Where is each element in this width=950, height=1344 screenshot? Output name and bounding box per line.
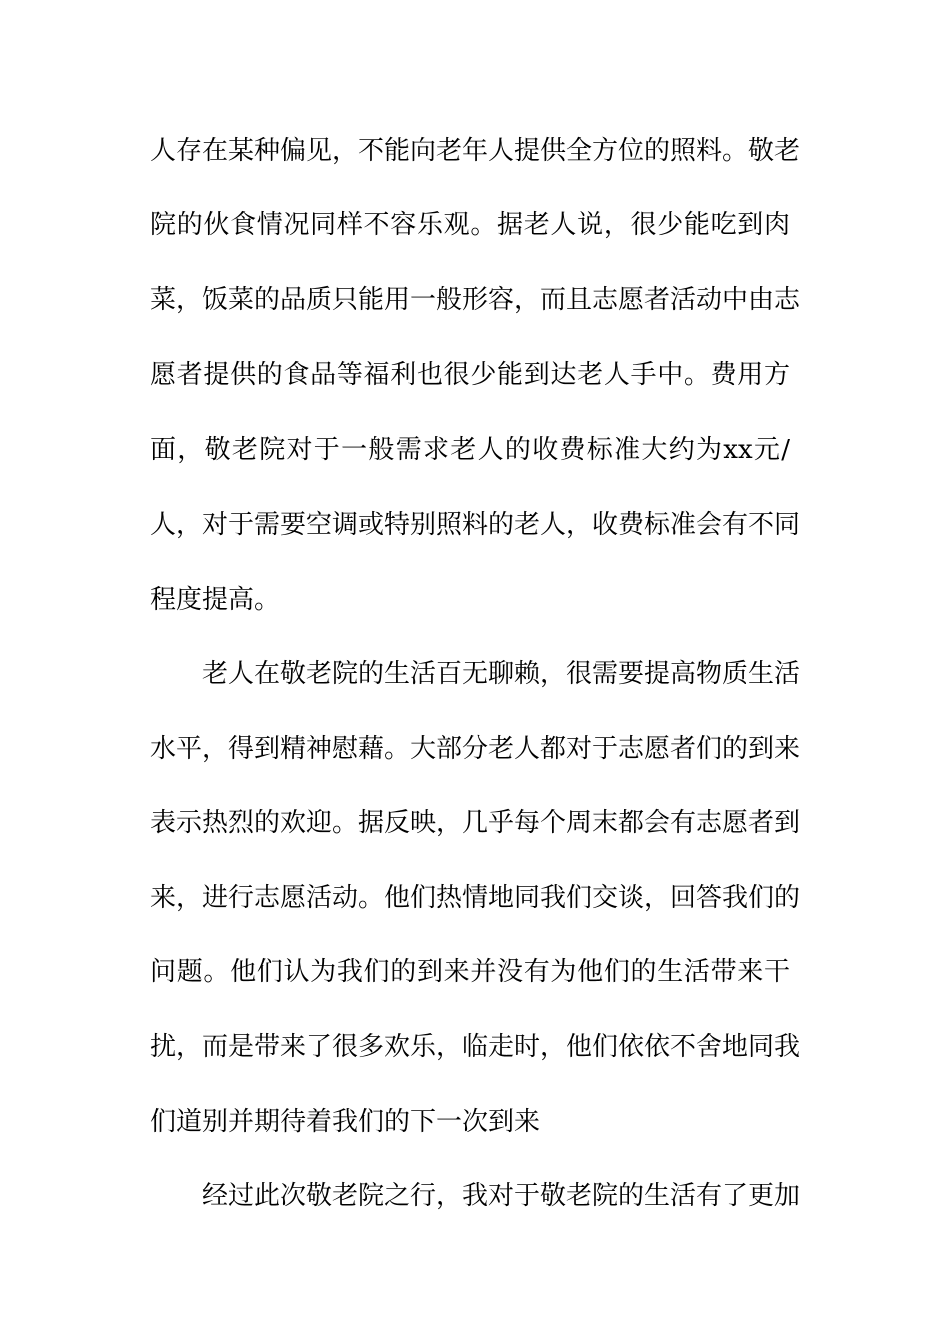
paragraph-2-line-5: 问题。他们认为我们的到来并没有为他们的生活带来干 xyxy=(150,957,790,987)
paragraph-2-line-7: 们道别并期待着我们的下一次到来 xyxy=(150,1107,541,1137)
paragraph-2-line-1: 老人在敬老院的生活百无聊赖，很需要提高物质生活 xyxy=(202,659,801,689)
paragraph-1-line-5: 面，敬老院对于一般需求老人的收费标准大约为xx元/ xyxy=(150,435,790,465)
paragraph-2-line-3: 表示热烈的欢迎。据反映，几乎每个周末都会有志愿者到 xyxy=(150,808,801,838)
paragraph-1-line-3: 菜，饭菜的品质只能用一般形容，而且志愿者活动中由志 xyxy=(150,285,801,315)
paragraph-1-line-2: 院的伙食情况同样不容乐观。据老人说，很少能吃到肉 xyxy=(150,210,790,240)
paragraph-2-line-4: 来，进行志愿活动。他们热情地同我们交谈，回答我们的 xyxy=(150,883,801,913)
paragraph-1-line-1: 人存在某种偏见，不能向老年人提供全方位的照料。敬老 xyxy=(150,136,801,166)
paragraph-1-line-4: 愿者提供的食品等福利也很少能到达老人手中。费用方 xyxy=(150,360,790,390)
paragraph-2-line-2: 水平，得到精神慰藉。大部分老人都对于志愿者们的到来 xyxy=(150,734,801,764)
paragraph-1-line-6: 人，对于需要空调或特别照料的老人，收费标准会有不同 xyxy=(150,510,801,540)
paragraph-3-line-1: 经过此次敬老院之行，我对于敬老院的生活有了更加 xyxy=(202,1181,801,1211)
paragraph-2-line-6: 扰，而是带来了很多欢乐，临走时，他们依依不舍地同我 xyxy=(150,1032,801,1062)
paragraph-1-line-7: 程度提高。 xyxy=(150,585,281,615)
